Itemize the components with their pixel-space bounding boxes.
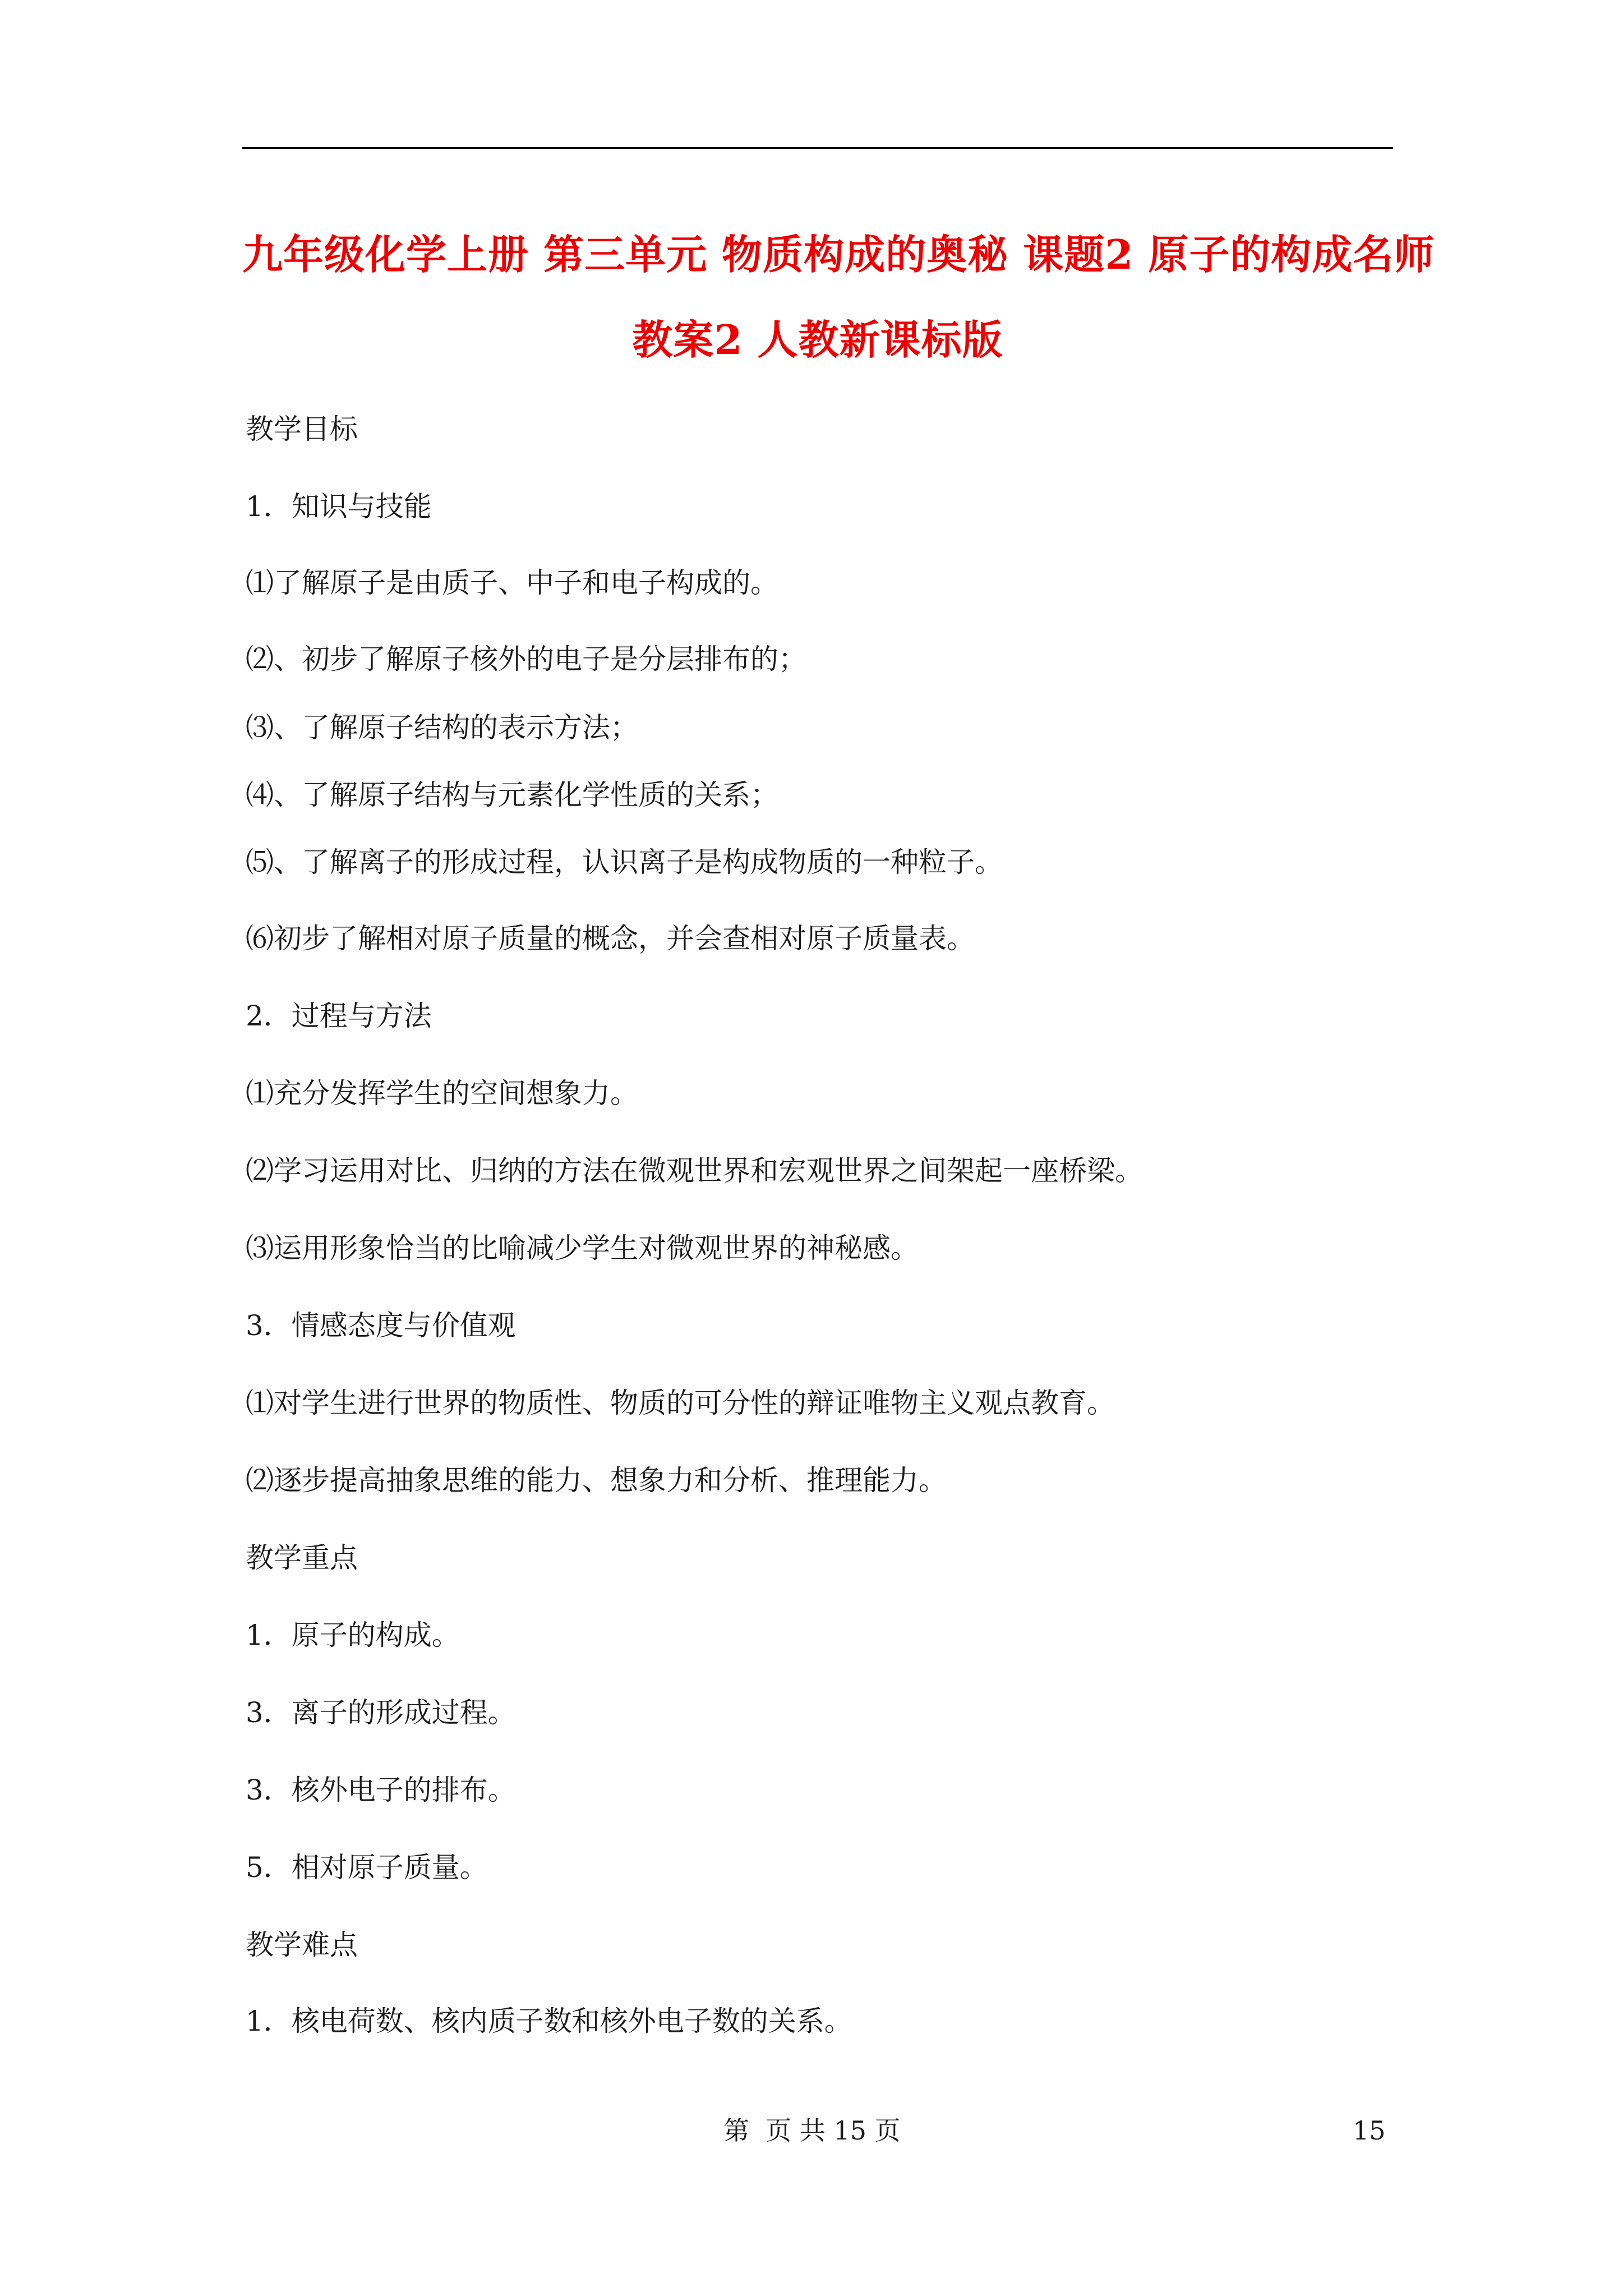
- document-title-line-1: 九年级化学上册 第三单元 物质构成的奥秘 课题2 原子的构成名师: [242, 231, 1435, 278]
- list-item: ⑴充分发挥学生的空间想象力。: [246, 1077, 638, 1110]
- list-item: ⑶运用形象恰当的比喻减少学生对微观世界的神秘感。: [246, 1232, 919, 1264]
- list-item: ⑴了解原子是由质子、中子和电子构成的。: [246, 567, 778, 599]
- list-item: 1．原子的构成。: [246, 1619, 460, 1651]
- footer-page-number: 15: [1353, 2115, 1386, 2146]
- list-item: ⑷、了解原子结构与元素化学性质的关系；: [246, 779, 778, 811]
- footer-page-info: 第 页 共 15 页: [723, 2115, 901, 2146]
- subheading-process-method: 2．过程与方法: [246, 1000, 432, 1032]
- subheading-knowledge-skills: 1．知识与技能: [246, 490, 432, 523]
- list-item: ⑹初步了解相对原子质量的概念，并会查相对原子质量表。: [246, 922, 975, 955]
- list-item: 1．核电荷数、核内质子数和核外电子数的关系。: [246, 2005, 852, 2037]
- document-title-line-2: 教案2 人教新课标版: [632, 316, 1003, 364]
- list-item: 3．核外电子的排布。: [246, 1774, 516, 1806]
- section-heading-difficulties: 教学难点: [246, 1929, 358, 1961]
- list-item: 5．相对原子质量。: [246, 1851, 488, 1884]
- section-heading-teaching-goals: 教学目标: [246, 413, 358, 445]
- list-item: ⑶、了解原子结构的表示方法；: [246, 711, 638, 744]
- list-item: ⑵学习运用对比、归纳的方法在微观世界和宏观世界之间架起一座桥梁。: [246, 1154, 1143, 1187]
- section-heading-key-points: 教学重点: [246, 1542, 358, 1574]
- list-item: ⑵逐步提高抽象思维的能力、想象力和分析、推理能力。: [246, 1464, 947, 1497]
- subheading-emotion-values: 3．情感态度与价值观: [246, 1309, 516, 1342]
- header-rule: [242, 147, 1393, 149]
- list-item: ⑵、初步了解原子核外的电子是分层排布的；: [246, 643, 806, 675]
- list-item: ⑸、了解离子的形成过程，认识离子是构成物质的一种粒子。: [246, 846, 1003, 878]
- list-item: ⑴对学生进行世界的物质性、物质的可分性的辩证唯物主义观点教育。: [246, 1387, 1115, 1419]
- list-item: 3．离子的形成过程。: [246, 1696, 516, 1729]
